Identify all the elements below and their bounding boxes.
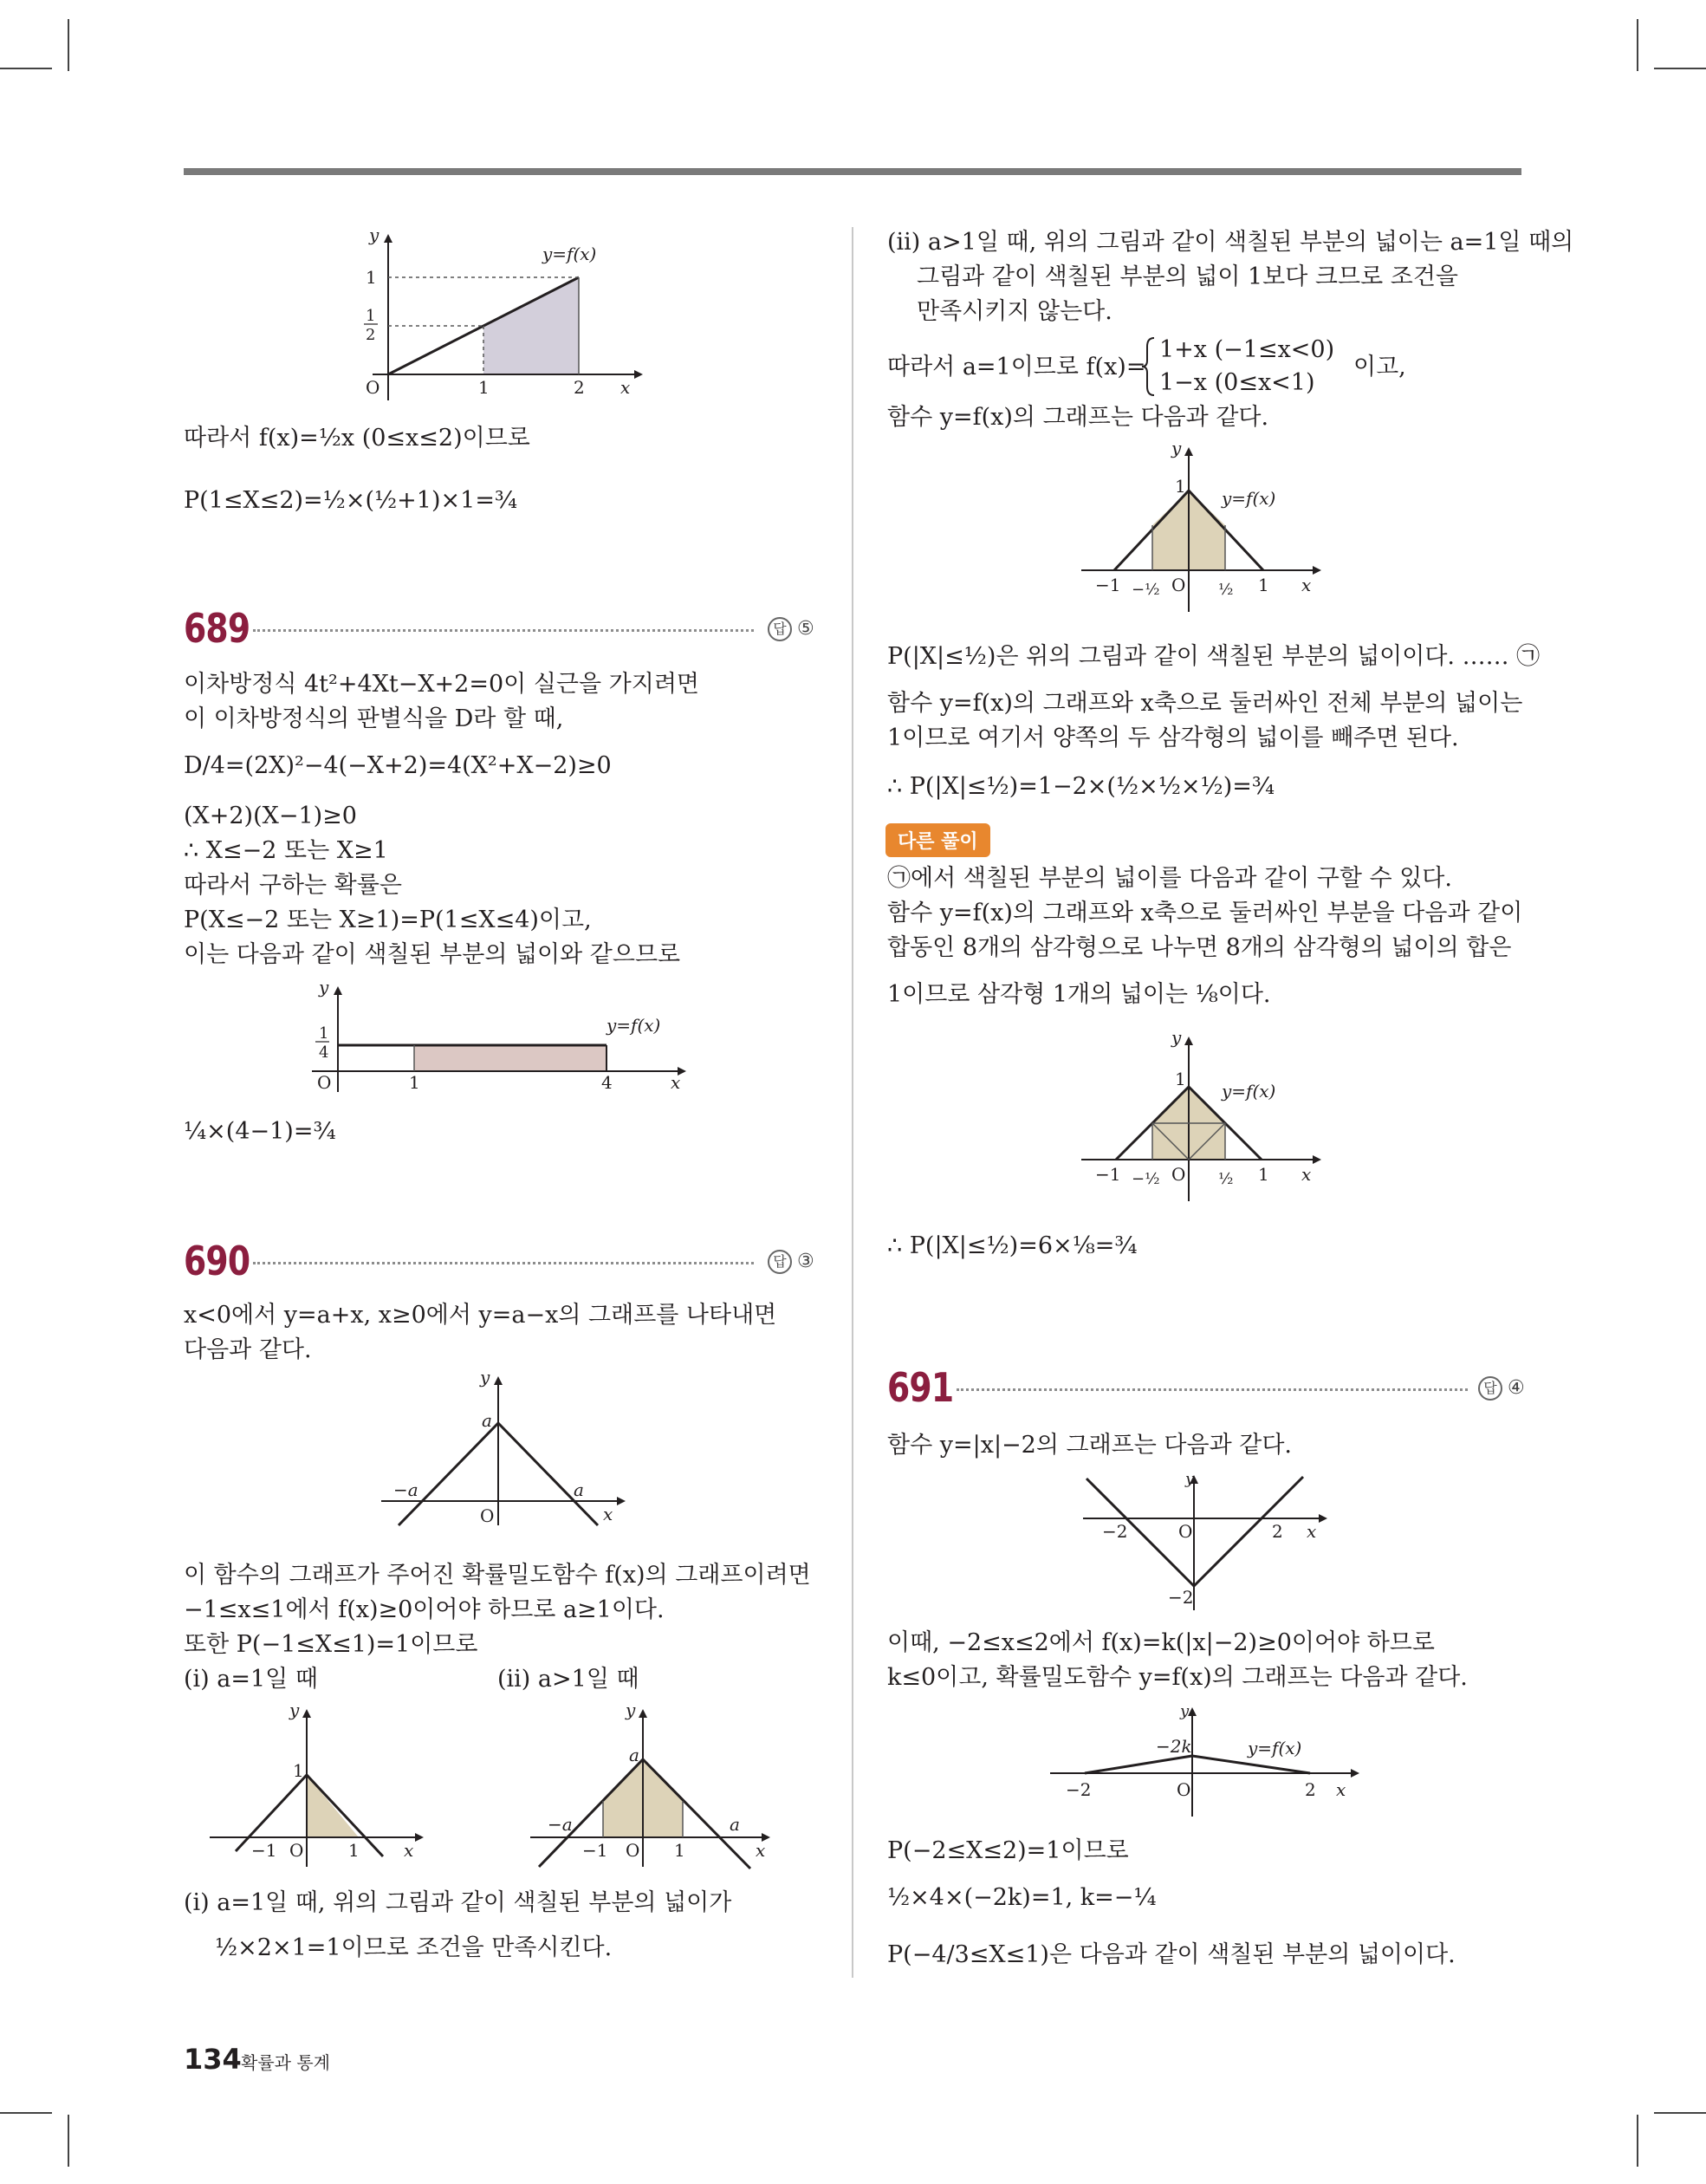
text-line: P(1≤X≤2)=½×(½+1)×1=¾ xyxy=(184,487,518,514)
section-title: 확률과 통계 xyxy=(241,2052,330,2073)
column-divider xyxy=(852,227,853,1978)
text-line: k≤0이고, 확률밀도함수 y=f(x)의 그래프는 다음과 같다. xyxy=(887,1664,1468,1691)
axis-label: y xyxy=(1180,1702,1190,1720)
crop-mark xyxy=(68,19,69,71)
text-line: 또한 P(−1≤X≤1)=1이므로 xyxy=(184,1631,478,1658)
axis-label: y xyxy=(289,1700,300,1720)
graph-linear-pdf xyxy=(347,224,658,400)
axis-label: y xyxy=(319,977,329,998)
axis-label: x xyxy=(756,1840,766,1861)
text-line: P(X≤−2 또는 X≥1)=P(1≤X≤4)이고, xyxy=(184,907,592,933)
tick-label: −2 xyxy=(1102,1521,1128,1542)
page-number: 134 xyxy=(184,2043,242,2076)
text-line: 함수 y=f(x)의 그래프는 다음과 같다. xyxy=(887,404,1269,431)
origin-label: O xyxy=(1171,1164,1186,1185)
origin-label: O xyxy=(626,1840,640,1861)
text-line: 이는 다음과 같이 색칠된 부분의 넓이와 같으므로 xyxy=(184,941,681,968)
crop-mark xyxy=(1654,2112,1706,2114)
piecewise-brace xyxy=(1140,336,1158,397)
text-line: (ii) a>1일 때, 위의 그림과 같이 색칠된 부분의 넓이는 a=1일 때의 xyxy=(887,229,1574,256)
tick-label: 2 xyxy=(366,326,376,344)
answer-badge: 답 ⑤ xyxy=(768,617,814,641)
tick-label: −2 xyxy=(1168,1587,1194,1608)
text-line: ㉠에서 색칠된 부분의 넓이를 다음과 같이 구할 수 있다. xyxy=(887,865,1452,892)
text-line: x<0에서 y=a+x, x≥0에서 y=a−x의 그래프를 나타내면 xyxy=(184,1302,777,1329)
text-line: ½×4×(−2k)=1, k=−¼ xyxy=(887,1884,1157,1911)
text-line: ½×2×1=1이므로 조건을 만족시킨다. xyxy=(215,1934,613,1961)
text-line: 1이므로 삼각형 1개의 넓이는 ⅛이다. xyxy=(887,981,1271,1008)
origin-label: O xyxy=(289,1840,304,1861)
tick-label: 1 xyxy=(366,267,377,288)
text-line: ¼×(4−1)=¾ xyxy=(184,1118,336,1145)
text-line: 함수 y=|x|−2의 그래프는 다음과 같다. xyxy=(887,1432,1292,1459)
tick-label: −½ xyxy=(1132,1170,1160,1188)
tick-label: 2 xyxy=(1272,1521,1283,1542)
origin-label: O xyxy=(1178,1521,1193,1542)
tick-label: 1 xyxy=(1175,476,1186,497)
tick-label: −1 xyxy=(251,1840,277,1861)
origin-label: O xyxy=(1177,1779,1191,1800)
text-line: P(−4/3≤X≤1)은 다음과 같이 색칠된 부분의 넓이이다. xyxy=(887,1941,1456,1968)
text-line: 이 이차방정식의 판별식을 D라 할 때, xyxy=(184,705,564,732)
axis-label: y xyxy=(1171,438,1182,458)
axis-label: x xyxy=(404,1840,414,1861)
tick-label: a xyxy=(482,1410,492,1431)
problem-number: 689 xyxy=(184,605,250,652)
axis-label: x xyxy=(603,1504,613,1524)
text-line: 다음과 같다. xyxy=(184,1336,312,1363)
text-line: 1이므로 여기서 양쪽의 두 삼각형의 넓이를 빼주면 된다. xyxy=(887,725,1459,751)
curve-label: y=f(x) xyxy=(1248,1738,1302,1758)
axis-label: x xyxy=(671,1072,681,1093)
case-label: (i) a=1일 때 xyxy=(184,1666,318,1693)
axis-label: y xyxy=(1185,1470,1195,1488)
graph-uniform-pdf xyxy=(303,977,693,1094)
crop-mark xyxy=(1637,2115,1638,2167)
tick-label: 4 xyxy=(319,1043,329,1062)
dotted-leader xyxy=(253,629,754,632)
text-line: 따라서 f(x)=½x (0≤x≤2)이므로 xyxy=(184,425,530,452)
tick-label: 1 xyxy=(1258,575,1269,595)
text-line: 따라서 a=1이므로 f(x)= xyxy=(887,354,1146,380)
tick-label: −1 xyxy=(1095,1164,1121,1185)
text-line: 만족시키지 않는다. xyxy=(917,298,1112,325)
crop-mark xyxy=(0,68,52,69)
axis-label: y xyxy=(1171,1027,1182,1048)
origin-label: O xyxy=(366,377,380,398)
tick-label: −1 xyxy=(1095,575,1121,595)
graph-triangle-pdf xyxy=(1081,438,1333,615)
tick-label: a xyxy=(629,1745,639,1765)
text-line: 이차방정식 4t²+4Xt−X+2=0이 실근을 가지려면 xyxy=(184,671,699,698)
text-line: (i) a=1일 때, 위의 그림과 같이 색칠된 부분의 넓이가 xyxy=(184,1889,732,1916)
alt-solution-badge: 다른 풀이 xyxy=(885,823,990,857)
text-line: 따라서 구하는 확률은 xyxy=(184,872,402,899)
origin-label: O xyxy=(1171,575,1186,595)
answer-badge: 답 ④ xyxy=(1478,1376,1525,1401)
dotted-leader xyxy=(253,1262,754,1264)
problem-number: 691 xyxy=(887,1364,954,1411)
graph-tent-pdf xyxy=(1050,1704,1371,1817)
text-line: 함수 y=f(x)의 그래프와 x축으로 둘러싸인 부분을 다음과 같이 xyxy=(887,900,1523,926)
tick-label: 4 xyxy=(601,1072,613,1093)
crop-mark xyxy=(1654,68,1706,69)
origin-label: O xyxy=(480,1505,495,1526)
graph-triangle-divided xyxy=(1081,1027,1333,1205)
tick-label: −2k xyxy=(1156,1736,1192,1757)
tick-label: 1 xyxy=(478,377,490,398)
crop-mark xyxy=(68,2115,69,2167)
graph-case-ii xyxy=(530,1700,782,1869)
text-line: 이때, −2≤x≤2에서 f(x)=k(|x|−2)≥0이어야 하므로 xyxy=(887,1629,1435,1656)
graph-case-i xyxy=(210,1700,435,1869)
shaded-region xyxy=(414,1045,607,1071)
text-line: 이고, xyxy=(1353,354,1406,380)
text-line: (X+2)(X−1)≥0 xyxy=(184,803,357,829)
axis-label: y xyxy=(480,1367,490,1388)
text-line: P(|X|≤½)은 위의 그림과 같이 색칠된 부분의 넓이이다. …… ㉠ xyxy=(887,643,1541,670)
crop-mark xyxy=(1637,19,1638,71)
curve-label: y=f(x) xyxy=(607,1015,661,1036)
tick-label: −2 xyxy=(1066,1779,1092,1800)
tick-label: −a xyxy=(393,1479,418,1500)
case-label: (ii) a>1일 때 xyxy=(497,1666,639,1693)
tick-label: −1 xyxy=(582,1840,608,1861)
shaded-region xyxy=(483,277,579,374)
tick-label: 1 xyxy=(409,1072,420,1093)
piecewise-case: 1−x (0≤x<1) xyxy=(1159,369,1315,396)
tick-label: 1 xyxy=(348,1840,360,1861)
text-line: D/4=(2X)²−4(−X+2)=4(X²+X−2)≥0 xyxy=(184,752,612,779)
origin-label: O xyxy=(317,1072,332,1093)
header-rule xyxy=(184,168,1521,175)
dotted-leader xyxy=(957,1388,1468,1391)
curve-label: y=f(x) xyxy=(1222,488,1276,509)
tick-label: 1 xyxy=(366,307,376,325)
text-line: 그림과 같이 색칠된 부분의 넓이 1보다 크므로 조건을 xyxy=(917,263,1458,290)
tick-label: ½ xyxy=(1218,1170,1234,1188)
text-line: ∴ P(|X|≤½)=6×⅛=¾ xyxy=(887,1232,1138,1259)
tick-label: a xyxy=(574,1479,584,1500)
axis-label: x xyxy=(1307,1521,1317,1542)
axis-label: x xyxy=(1301,575,1312,595)
tick-label: 2 xyxy=(574,377,585,398)
tick-label: 1 xyxy=(674,1840,685,1861)
tick-label: 1 xyxy=(1175,1069,1186,1089)
crop-mark xyxy=(0,2112,52,2114)
tick-label: a xyxy=(730,1814,740,1835)
tick-label: −½ xyxy=(1132,581,1160,599)
axis-label: x xyxy=(620,377,631,398)
axis-label: x xyxy=(1301,1164,1312,1185)
problem-number: 690 xyxy=(184,1238,250,1284)
axis-label: y xyxy=(626,1700,636,1720)
tick-label: 1 xyxy=(293,1760,304,1781)
axis-label: x xyxy=(1336,1779,1346,1800)
tick-label: ½ xyxy=(1218,581,1234,599)
text-line: ∴ P(|X|≤½)=1−2×(½×½×½)=¾ xyxy=(887,773,1275,800)
piecewise-case: 1+x (−1≤x<0) xyxy=(1159,336,1335,363)
tick-label: 2 xyxy=(1305,1779,1316,1800)
text-line: 함수 y=f(x)의 그래프와 x축으로 둘러싸인 전체 부분의 넓이는 xyxy=(887,690,1523,717)
answer-badge: 답 ③ xyxy=(768,1250,814,1274)
text-line: 이 함수의 그래프가 주어진 확률밀도함수 f(x)의 그래프이려면 xyxy=(184,1562,811,1589)
tick-label: 1 xyxy=(1258,1164,1269,1185)
text-line: −1≤x≤1에서 f(x)≥0이어야 하므로 a≥1이다. xyxy=(184,1596,665,1623)
text-line: 합동인 8개의 삼각형으로 나누면 8개의 삼각형의 넓이의 합은 xyxy=(887,934,1512,961)
curve-label: y=f(x) xyxy=(542,244,597,264)
tick-label: −a xyxy=(548,1814,573,1835)
curve-label: y=f(x) xyxy=(1222,1081,1276,1102)
text-line: ∴ X≤−2 또는 X≥1 xyxy=(184,837,388,864)
text-line: P(−2≤X≤2)=1이므로 xyxy=(887,1837,1129,1864)
graph-abs-minus-2 xyxy=(1083,1472,1334,1619)
graph-triangle-a xyxy=(373,1367,632,1527)
axis-label: y xyxy=(369,224,379,245)
tick-label: 1 xyxy=(319,1024,329,1043)
